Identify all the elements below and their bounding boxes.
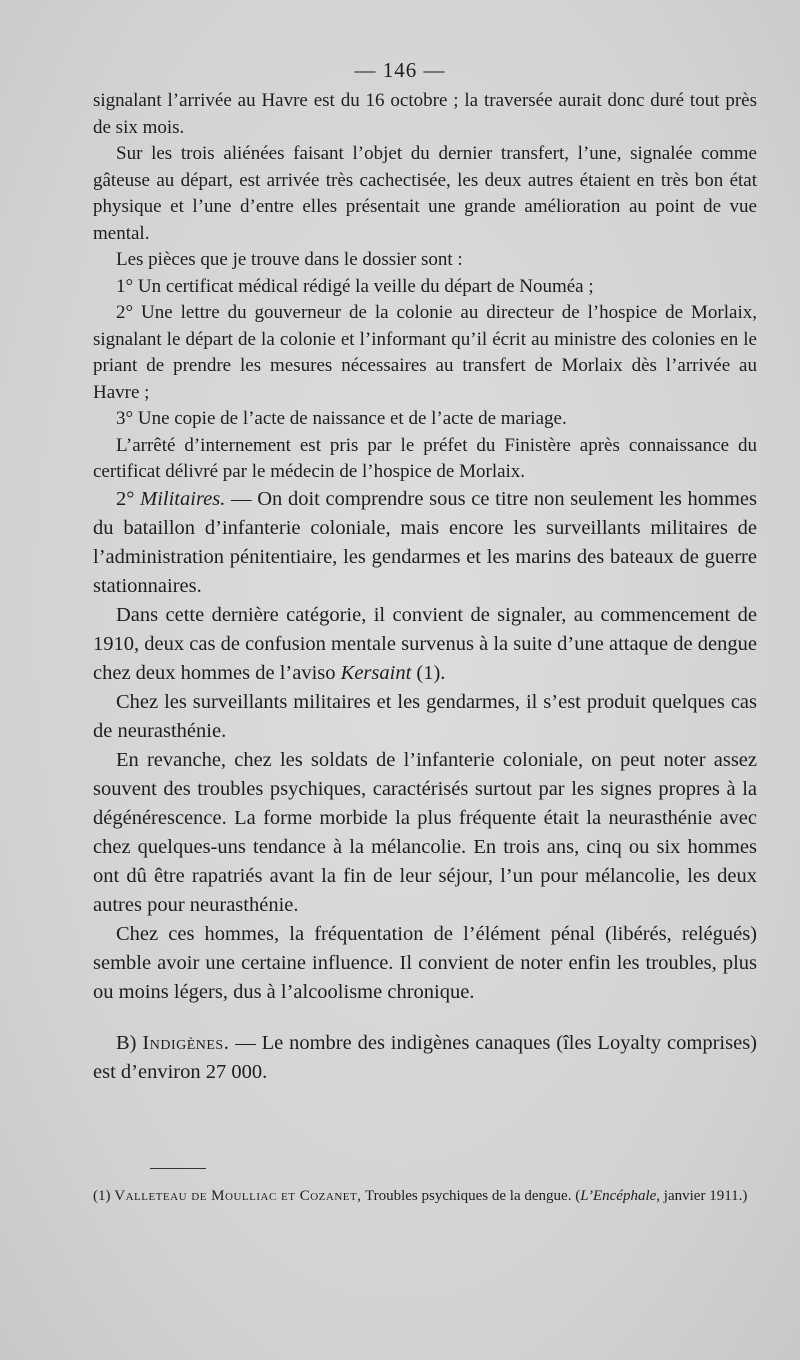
paragraph: Chez les surveillants militaires et les gendarmes, il s’est produit quelques cas de neurasthénie. (93, 691, 757, 742)
ship-name: Kersaint (340, 662, 412, 684)
footnote-divider (150, 1168, 206, 1169)
list-item: 1° Un certificat médical rédigé la veille du départ de Nouméa ; (116, 275, 594, 297)
section-letter: B) (116, 1032, 143, 1054)
transfer-section (93, 88, 757, 486)
section-heading: Indigènes. (142, 1032, 230, 1054)
footnote (93, 1186, 757, 1207)
paragraph-text: Dans cette dernière catégorie, il convient de signaler, au commencement de 1910, deux cas de confusion mentale survenus à la suite d’une attaque de dengue chez deux hommes de l’aviso (93, 604, 757, 684)
section-text: — On doit comprendre sous ce titre non seulement les hommes du bataillon d’infanterie coloniale, mais encore les surveillants militaires de l’administration pénitentiaire, les gendarmes et les marins des bateaux de guerre stationnaires. (93, 488, 758, 597)
footnote-title: Troubles psychiques de la dengue. ( (361, 1188, 581, 1204)
kersaint-paragraph (93, 601, 757, 688)
list-item: 2° Une lettre du gouverneur de la colonie au directeur de l’hospice de Morlaix, signalant le départ de la colonie et l’informant qu’il écrit au ministre des colonies en le priant de prendre les mesures nécessaires au transfert de Morlaix dès l’arrivée au Havre ; (93, 302, 757, 403)
section-text: — Le nombre des indigènes canaques (îles Loyalty comprises) est d’environ 27 000. (93, 1032, 758, 1083)
page-number: — 146 — (354, 58, 446, 82)
paragraph: Les pièces que je trouve dans le dossier sont : (116, 249, 463, 270)
footnote-journal: L’Encéphale, (580, 1188, 661, 1204)
paragraph: signalant l’arrivée au Havre est du 16 octobre ; la traversée aurait donc duré tout près de six mois. (93, 90, 757, 138)
paragraph: L’arrêté d’internement est pris par le préfet du Finistère après connaissance du certificat délivré par le médecin de l’hospice de Morlaix. (93, 434, 757, 482)
section-number: 2° (116, 488, 135, 510)
paragraph: Sur les trois aliénées faisant l’objet du dernier transfert, l’une, signalée comme gâteuse au départ, est arrivée très cachectisée, les deux autres étaient en très bon état physique et l’une d’entre elles présentait une grande amélioration au point de vue mental. (93, 143, 757, 244)
paragraph: En revanche, chez les soldats de l’infanterie coloniale, on peut noter assez souvent des troubles psychiques, caractérisés surtout par les signes propres à la dégénérescence. La forme morbide la plus fréquente était la neurasthénie avec chez quelques-uns tendance à la mélancolie. En trois ans, cinq ou six hommes ont dû être rapatriés avant la fin de leur séjour, l’un pour mélancolie, les deux autres pour neurasthénie. (93, 749, 757, 916)
list-item: 3° Une copie de l’acte de naissance et de l’acte de mariage. (116, 408, 567, 429)
footnote-authors: Valleteau de Moulliac et Cozanet, (114, 1188, 362, 1204)
indigenes-paragraph (93, 1029, 757, 1087)
paragraph: Chez ces hommes, la fréquentation de l’élément pénal (libérés, relégués) semble avoir une certaine influence. Il convient de noter enfin les troubles, plus ou moins légers, dus à l’alcoolisme chronique. (93, 923, 757, 1003)
military-section (93, 485, 757, 1087)
militaires-paragraph (93, 485, 757, 601)
footnote-number: (1) (93, 1188, 115, 1204)
spacer (93, 1007, 757, 1029)
footnote-ref: (1). (411, 662, 446, 684)
footnote-date: janvier 1911.) (660, 1188, 748, 1204)
section-heading: Militaires. (140, 488, 226, 510)
